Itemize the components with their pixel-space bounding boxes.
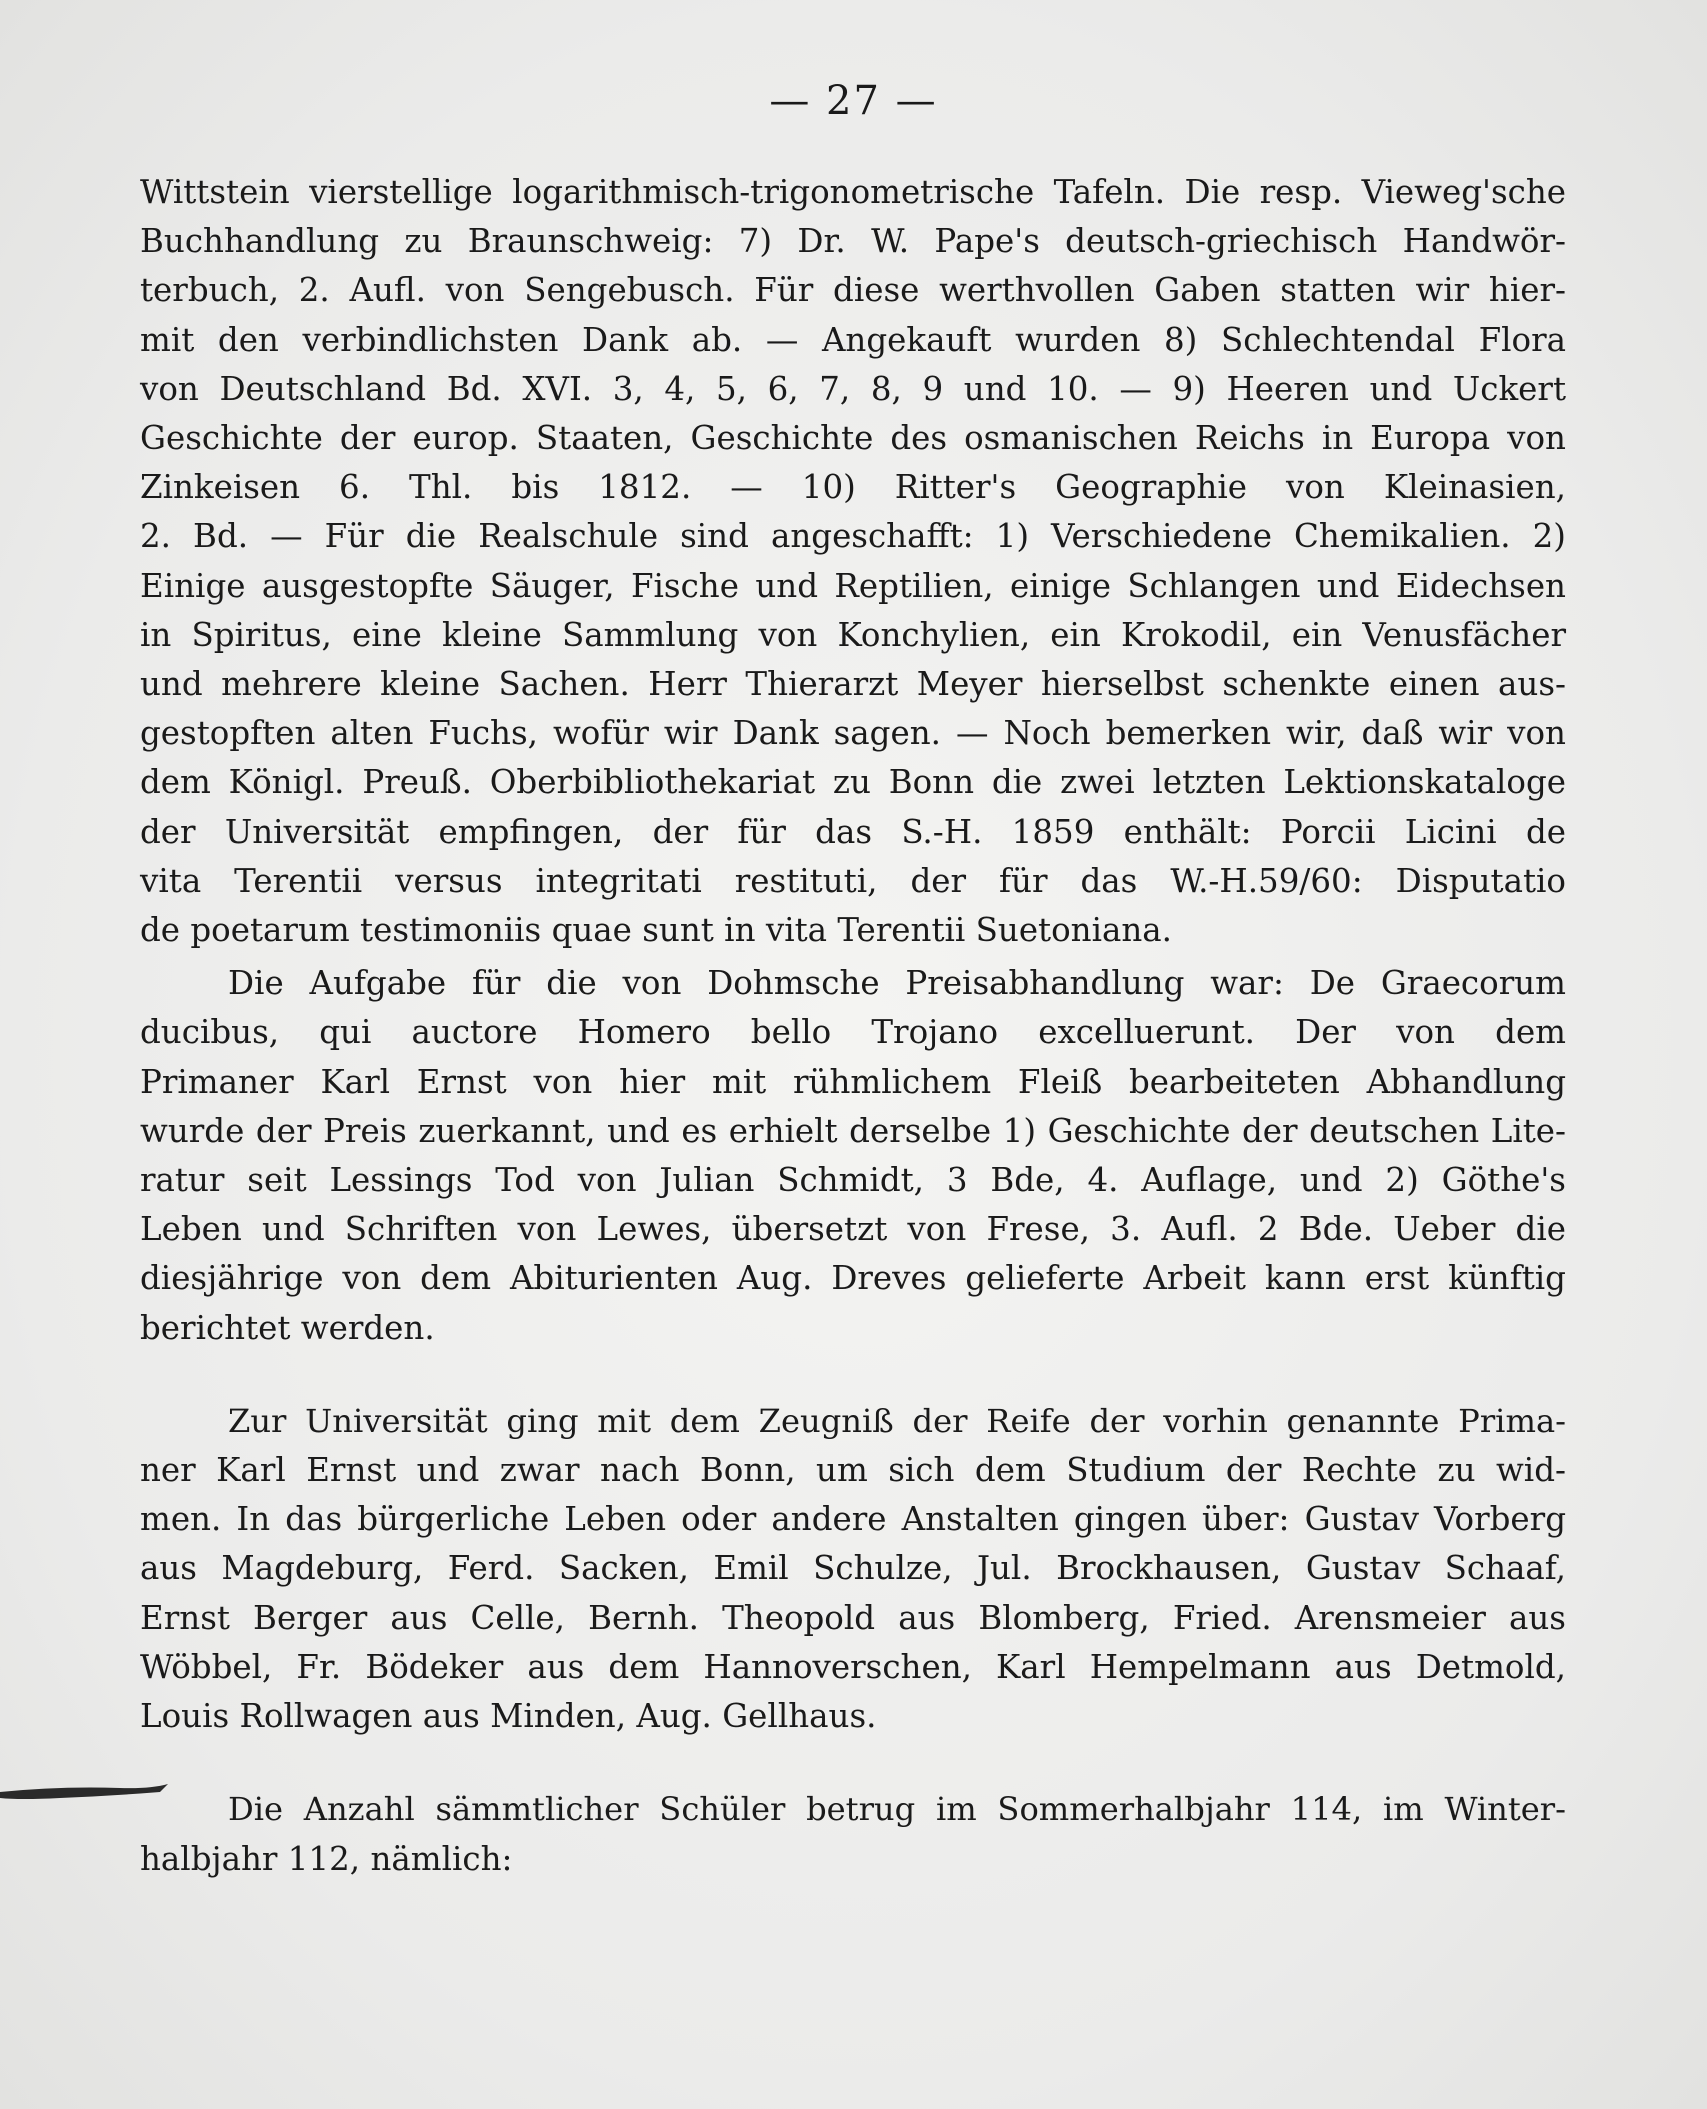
text-line: Einige ausgestopfte Säuger, Fische und Reptilien, einige Schlangen und Eidechsen	[140, 566, 1566, 605]
text-line: halbjahr 112, nämlich:	[140, 1839, 513, 1878]
paragraph-departures	[140, 1397, 1566, 1741]
paragraph-student-count	[140, 1785, 1566, 1883]
text-line: Zur Universität ging mit dem Zeugniß der Reife der vorhin genannte Prima-	[228, 1401, 1566, 1440]
text-line: der Universität empfingen, der für das S.-H. 1859 enthält: Porcii Licini de	[140, 812, 1566, 851]
text-line: Die Anzahl sämmtlicher Schüler betrug im Sommerhalbjahr 114, im Winter-	[228, 1790, 1566, 1829]
text-line: Wittstein vierstellige logarithmisch-trigonometrische Tafeln. Die resp. Vieweg'sche	[140, 173, 1566, 211]
text-line: terbuch, 2. Aufl. von Sengebusch. Für diese werthvollen Gaben statten wir hier-	[140, 271, 1566, 310]
text-line: Wöbbel, Fr. Bödeker aus dem Hannoverschen, Karl Hempelmann aus Detmold,	[140, 1647, 1566, 1686]
text-line: gestopften alten Fuchs, wofür wir Dank sagen. — Noch bemerken wir, daß wir von	[140, 714, 1566, 753]
text-line: diesjährige von dem Abiturienten Aug. Dreves gelieferte Arbeit kann erst künftig	[140, 1259, 1566, 1298]
body-text	[140, 168, 1566, 1884]
text-line: dem Königl. Preuß. Oberbibliothekariat zu Bonn die zwei letzten Lektionskataloge	[140, 763, 1566, 802]
text-line: ner Karl Ernst und zwar nach Bonn, um sich dem Studium der Rechte zu wid-	[140, 1451, 1566, 1490]
text-line: de poetarum testimoniis quae sunt in vita Terentii Suetoniana.	[140, 911, 1173, 950]
text-line: von Deutschland Bd. XVI. 3, 4, 5, 6, 7, 8, 9 und 10. — 9) Heeren und Uckert	[140, 369, 1566, 408]
text-line: Ernst Berger aus Celle, Bernh. Theopold aus Blomberg, Fried. Arensmeier aus	[140, 1598, 1566, 1637]
text-line: Primaner Karl Ernst von hier mit rühmlichem Fleiß bearbeiteten Abhandlung	[140, 1062, 1566, 1101]
text-line: und mehrere kleine Sachen. Herr Thierarzt Meyer hierselbst schenkte einen aus-	[140, 665, 1566, 704]
text-line: 2. Bd. — Für die Realschule sind angeschafft: 1) Verschiedene Chemikalien. 2)	[140, 517, 1566, 556]
page-number: — 27 —	[769, 78, 938, 124]
paragraph-acquisitions	[140, 168, 1566, 955]
text-line: Louis Rollwagen aus Minden, Aug. Gellhaus.	[140, 1697, 877, 1736]
text-line: vita Terentii versus integritati restituti, der für das W.-H.59/60: Disputatio	[140, 861, 1566, 900]
text-line: in Spiritus, eine kleine Sammlung von Konchylien, ein Krokodil, ein Venusfächer	[140, 615, 1566, 654]
text-line: Zinkeisen 6. Thl. bis 1812. — 10) Ritter's Geographie von Kleinasien,	[140, 468, 1566, 507]
text-line: Die Aufgabe für die von Dohmsche Preisabhandlung war: De Graecorum	[228, 964, 1566, 1003]
text-line: aus Magdeburg, Ferd. Sacken, Emil Schulze, Jul. Brockhausen, Gustav Schaaf,	[140, 1549, 1566, 1588]
text-line: ducibus, qui auctore Homero bello Trojano excelluerunt. Der von dem	[140, 1013, 1566, 1052]
ink-smudge	[0, 1784, 170, 1802]
text-line: berichtet werden.	[140, 1308, 435, 1347]
text-line: Leben und Schriften von Lewes, übersetzt von Frese, 3. Aufl. 2 Bde. Ueber die	[140, 1210, 1566, 1249]
text-line: Geschichte der europ. Staaten, Geschichte des osmanischen Reichs in Europa von	[140, 419, 1566, 458]
text-line: Buchhandlung zu Braunschweig: 7) Dr. W. Pape's deutsch-griechisch Handwör-	[140, 222, 1566, 261]
text-line: mit den verbindlichsten Dank ab. — Angekauft wurden 8) Schlechtendal Flora	[140, 320, 1566, 359]
text-line: men. In das bürgerliche Leben oder andere Anstalten gingen über: Gustav Vorberg	[140, 1500, 1566, 1539]
paragraph-prize-essay	[140, 959, 1566, 1353]
text-line: wurde der Preis zuerkannt, und es erhielt derselbe 1) Geschichte der deutschen Lite-	[140, 1111, 1566, 1150]
text-line: ratur seit Lessings Tod von Julian Schmidt, 3 Bde, 4. Auflage, und 2) Göthe's	[140, 1161, 1566, 1200]
